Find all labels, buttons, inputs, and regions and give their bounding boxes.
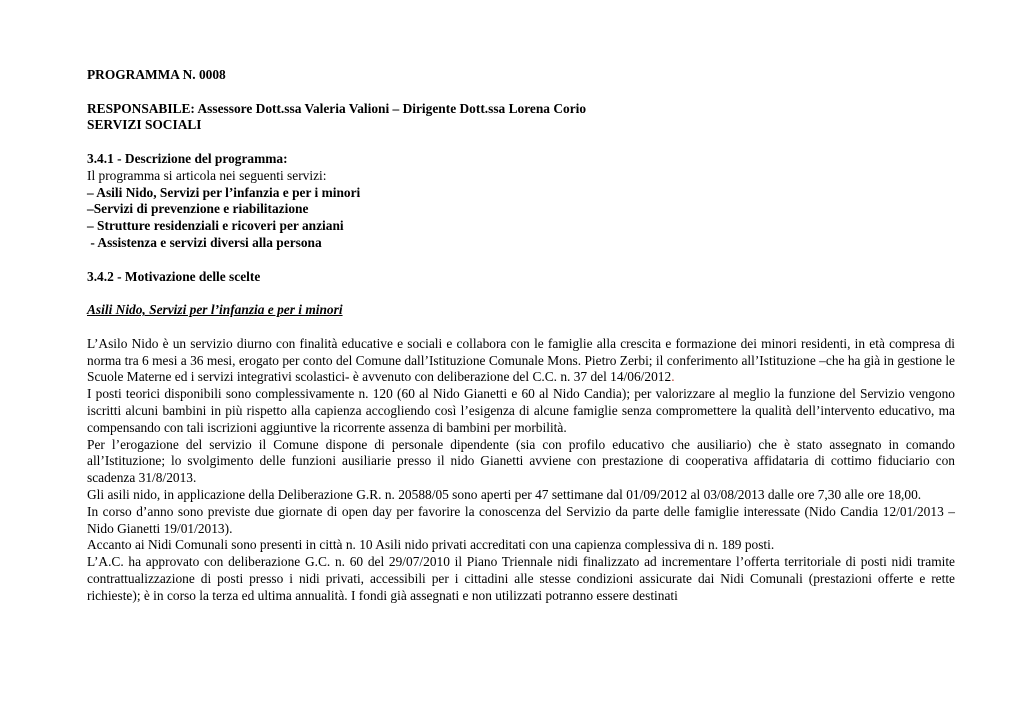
- paragraph-posti-teorici: I posti teorici disponibili sono complessivamente n. 120 (60 al Nido Gianetti e 60 al Nido Candia); per valorizzare al meglio la funzione del Servizio vengono iscritti alcuni bambini in più rispetto alla capienza accogliendo così l’esigenza di alcune famiglie senza compromettere la qualità dell’intervento educativo, ma compensando con tali iscrizioni aggiuntive la ricorrente assenza di bambini per morbilità.: [87, 386, 955, 435]
- paragraph-asilo-nido: L’Asilo Nido è un servizio diurno con finalità educative e sociali e collabora con le famiglie alla crescita e formazione dei minori residenti, in età compresa di norma tra 6 mesi a 36 mesi, erogato per conto del Comune dall’Istituzione Comunale Mons. Pietro Zerbi; il conferimento all’Istituzione –che ha già in gestione le Scuole Materne ed i servizi integrativi scolastici- è avvenuto con deliberazione del C.C. n. 37 del 14/06/2012.: [87, 335, 955, 385]
- service-item: - Assistenza e servizi diversi alla persona: [87, 234, 322, 250]
- area-title: SERVIZI SOCIALI: [87, 117, 202, 133]
- paragraph-piano-triennale: L’A.C. ha approvato con deliberazione G.C. n. 60 del 29/07/2010 il Piano Triennale nidi finalizzato ad incrementare l’offerta territoriale di posti nidi tramite contrattualizzazione di posti presso i nidi privati, accessibili per i cittadini alle stesse condizioni assicurate dai Nidi Comunali (prestazioni offerte e rette richieste); è in corso la terza ed ultima annualità. I fondi già assegnati e non utilizzati potranno essere destinati: [87, 554, 955, 603]
- descrizione-heading: 3.4.1 - Descrizione del programma:: [87, 150, 288, 166]
- motivazione-heading: 3.4.2 - Motivazione delle scelte: [87, 268, 261, 284]
- paragraph-nidi-privati: Accanto ai Nidi Comunali sono presenti in città n. 10 Asili nido privati accreditati con una capienza complessiva di n. 189 posti.: [87, 537, 775, 553]
- descrizione-intro: Il programma si articola nei seguenti servizi:: [87, 167, 327, 183]
- document-body: [87, 67, 955, 605]
- service-item: –Servizi di prevenzione e riabilitazione: [87, 201, 309, 217]
- paragraph-apertura: Gli asili nido, in applicazione della Deliberazione G.R. n. 20588/05 sono aperti per 47 settimane dal 01/09/2012 al 03/08/2013 dalle ore 7,30 alle ore 18,00.: [87, 486, 922, 502]
- paragraph-personale: Per l’erogazione del servizio il Comune dispone di personale dipendente (sia con profilo educativo che ausiliario) che è stato assegnato in comando all’Istituzione; lo svolgimento delle funzioni ausiliarie presso il nido Gianetti avviene con prestazione di cooperativa affidataria di cottimo fiduciario con scadenza 31/8/2013.: [87, 436, 955, 486]
- service-item: – Asili Nido, Servizi per l’infanzia e per i minori: [87, 184, 361, 200]
- asili-nido-subheading: Asili Nido, Servizi per l’infanzia e per i minori: [87, 302, 343, 318]
- paragraph-open-day: In corso d’anno sono previste due giornate di open day per favorire la conoscenza del Servizio da parte delle famiglie interessate (Nido Candia 12/01/2013 – Nido Gianetti 19/01/2013).: [87, 503, 955, 536]
- program-number: PROGRAMMA N. 0008: [87, 67, 226, 82]
- responsabile-line: RESPONSABILE: Assessore Dott.ssa Valeria Valioni – Dirigente Dott.ssa Lorena Corio: [87, 100, 587, 116]
- service-item: – Strutture residenziali e ricoveri per anziani: [87, 218, 344, 234]
